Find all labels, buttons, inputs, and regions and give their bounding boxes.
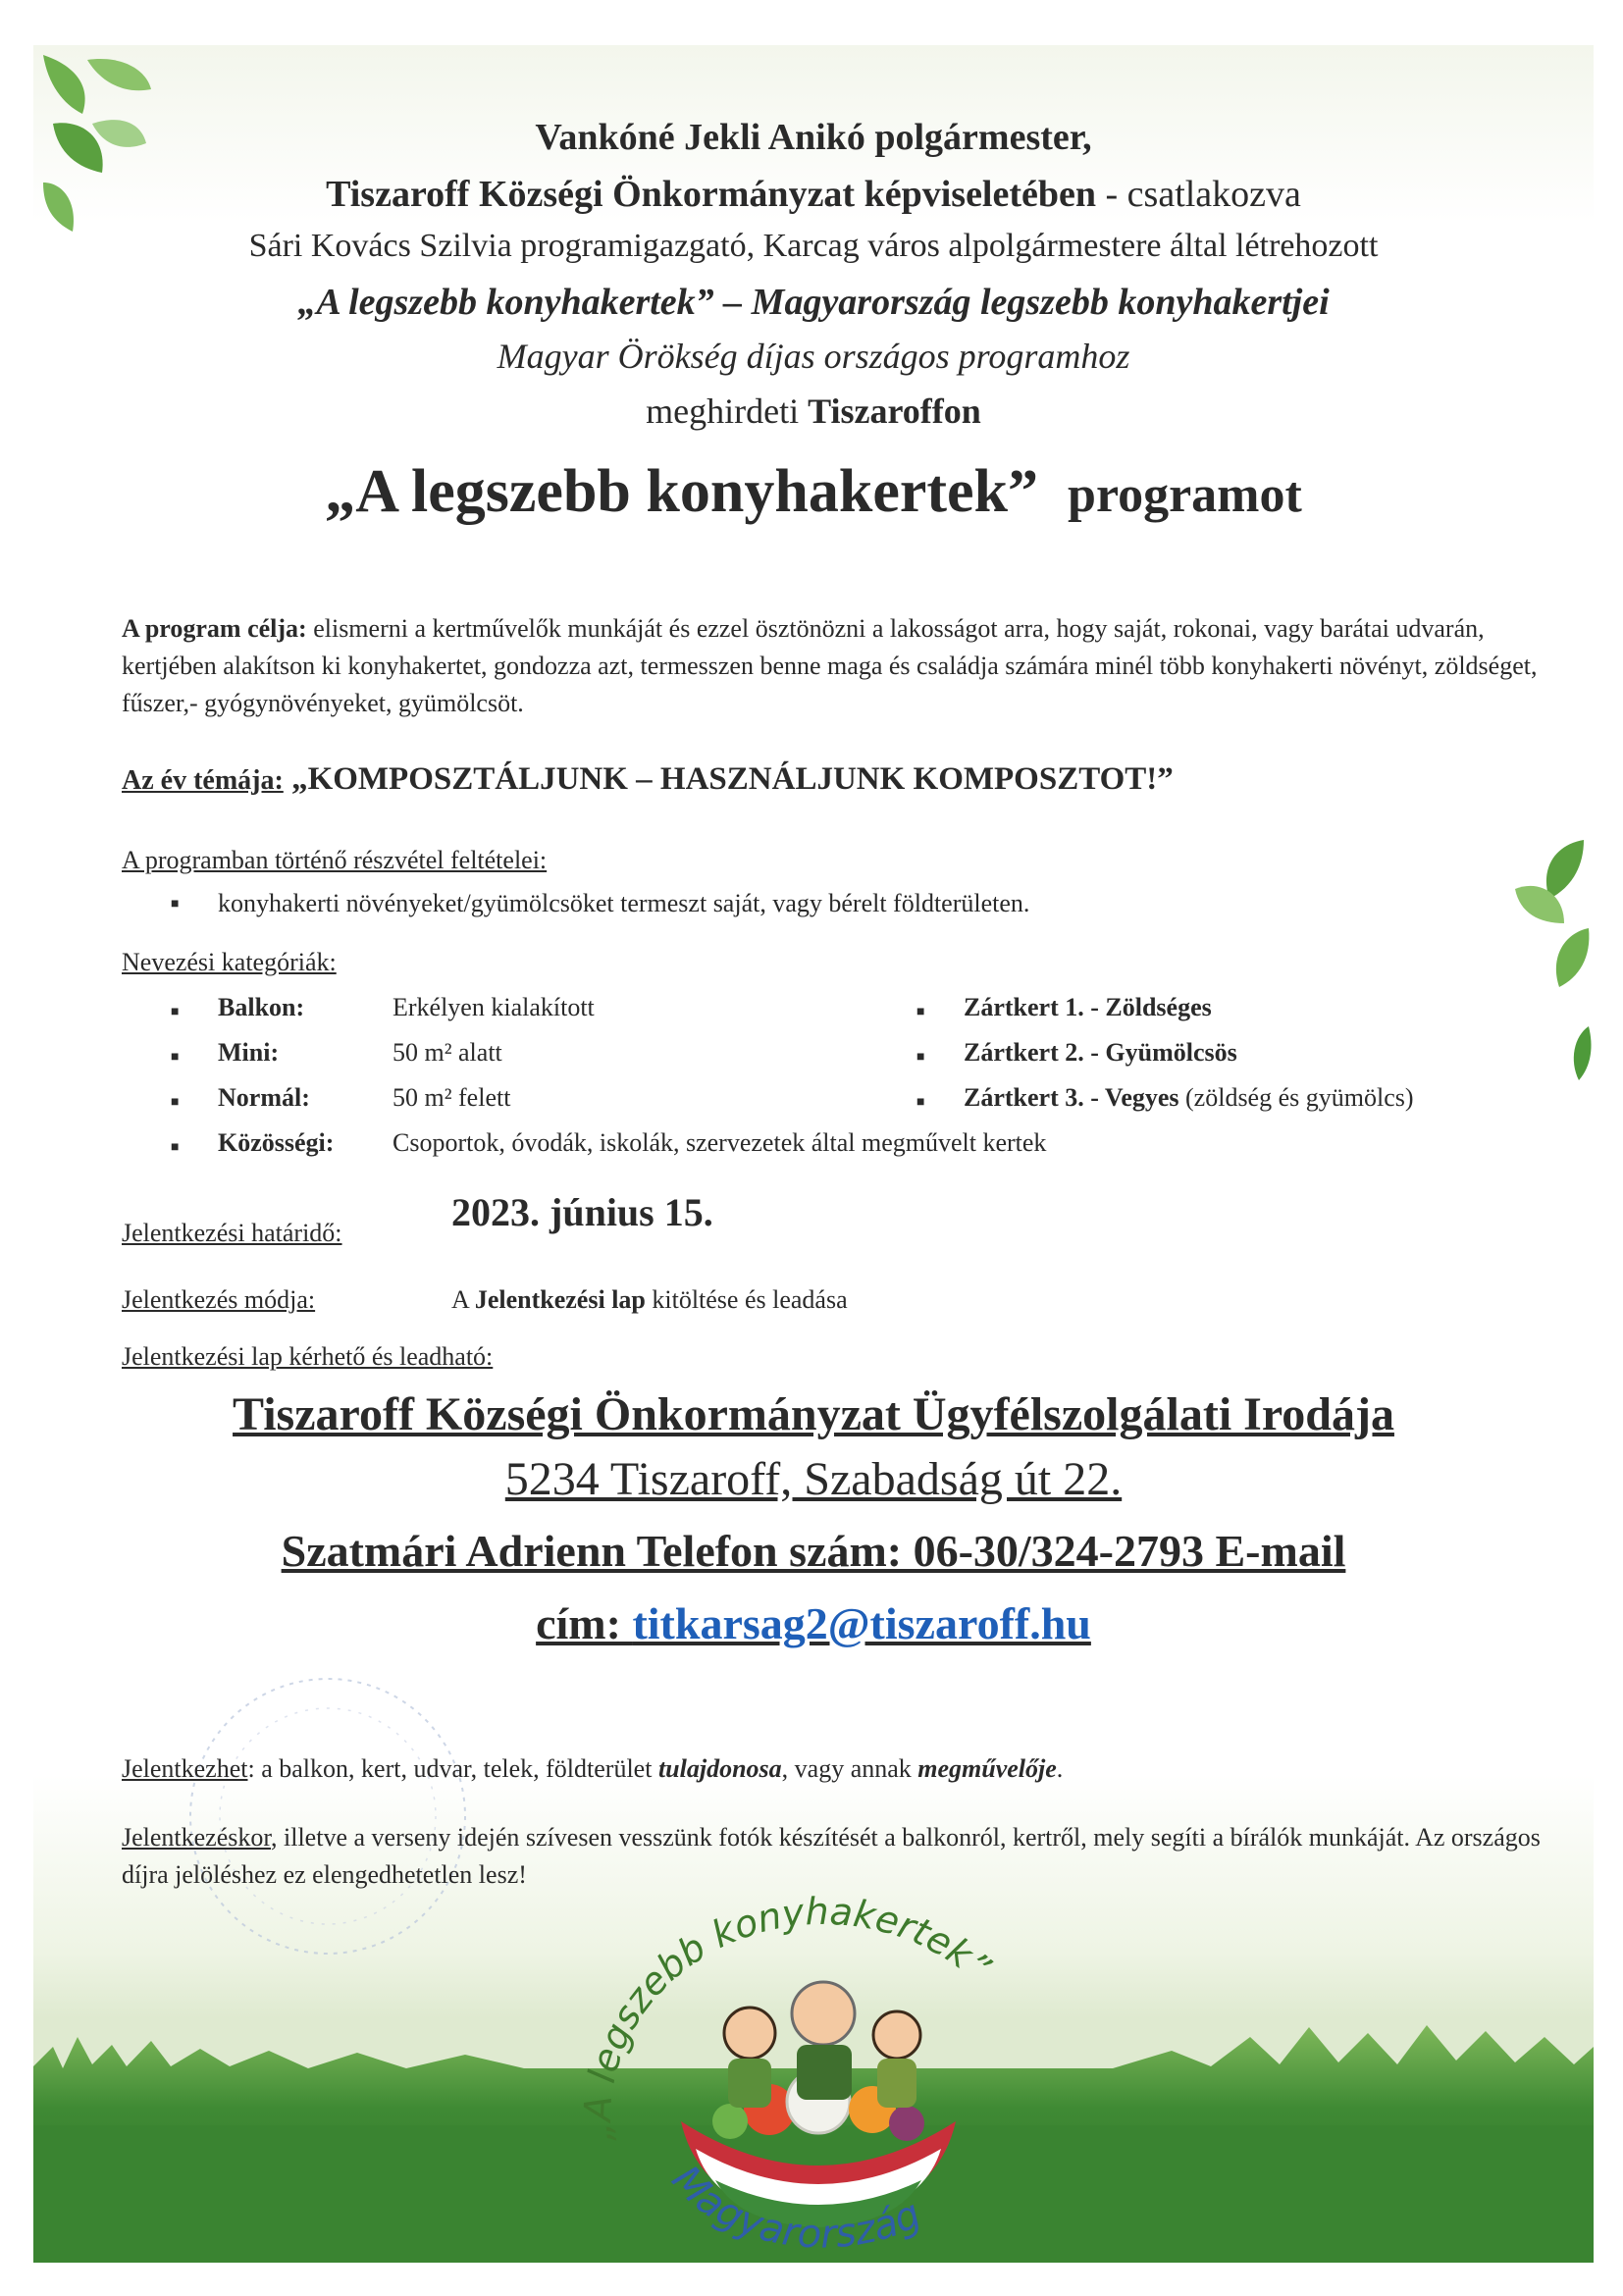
conditions-item: konyhakerti növényeket/gyümölcsöket termeszt saját, vagy bérelt földterületen.: [218, 889, 1030, 917]
category-desc: 50 m² alatt: [393, 1038, 502, 1067]
contact-line: Szatmári Adrienn Telefon szám: 06-30/324-2793 E-mail: [281, 1526, 1346, 1576]
bullet-icon: ■: [171, 1095, 180, 1110]
deadline-label: Jelentkezési határidő:: [122, 1219, 342, 1247]
program-name-line: „A legszebb konyhakertek” – Magyarország legszebb konyhakertjei: [297, 282, 1330, 323]
topic-label: Az év témája:: [122, 765, 284, 796]
eligibility-label: Jelentkezhet: [122, 1754, 248, 1783]
main-title-text: „A legszebb konyhakertek”: [325, 458, 1039, 525]
mode-form-name: Jelentkezési lap: [474, 1285, 646, 1314]
category-desc: 50 m² felett: [393, 1083, 511, 1112]
leaf-decoration-icon: [1505, 830, 1594, 1085]
category-name: Normál:: [218, 1083, 310, 1112]
director-line: Sári Kovács Szilvia programigazgató, Karcag város alpolgármestere által létrehozott: [248, 228, 1379, 264]
email-link[interactable]: titkarsag2@tiszaroff.hu: [632, 1598, 1091, 1648]
category-right: [964, 993, 1212, 1022]
goal-paragraph: [122, 610, 1574, 722]
location-name: Tiszaroffon: [808, 391, 981, 431]
bullet-icon: ■: [171, 1050, 180, 1065]
categories-label: Nevezési kategóriák:: [122, 948, 337, 976]
eligibility-mid: , vagy annak: [781, 1754, 918, 1783]
photo-paragraph: [122, 1819, 1574, 1894]
program-logo: [544, 1886, 1093, 2263]
category-right-bold: Zártkert 3. - Vegyes: [964, 1083, 1179, 1112]
goal-text: elismerni a kertművelők munkáját és ezzel ösztönözni a lakosságot arra, hogy saját, rokonai, vagy barátai udvarán, kertjében alakítson ki konyhakertet, gondozza azt, termesszen benne maga és családja számára minél több konyhakerti növényt, zöldséget, fűszer,- gyógynövényeket, gyümölcsöt.: [122, 614, 1538, 717]
announce-text: meghirdeti: [646, 391, 809, 431]
mode-post: kitöltése és leadása: [645, 1285, 848, 1314]
bullet-icon: ■: [916, 1005, 925, 1019]
main-title-suffix: programot: [1068, 467, 1302, 523]
topic-text: „KOMPOSZTÁLJUNK – HASZNÁLJUNK KOMPOSZTOT!”: [283, 761, 1174, 797]
category-right-bold: Zártkert 1. - Zöldséges: [964, 993, 1212, 1021]
category-desc: Erkélyen kialakított: [393, 993, 595, 1021]
mode-pre: A: [451, 1285, 475, 1314]
logo-arc-text: „A legszebb konyhakertek”: [575, 1889, 999, 2145]
category-right: [964, 1083, 1414, 1113]
where-label: Jelentkezési lap kérhető és leadható:: [122, 1342, 494, 1371]
cultivator-word: megművelője: [917, 1754, 1057, 1783]
mayor-line: Vankóné Jekli Anikó polgármester,: [535, 117, 1092, 158]
category-desc: Csoportok, óvodák, iskolák, szervezetek által megművelt kertek: [393, 1128, 1047, 1157]
eligibility-text: : a balkon, kert, udvar, telek, földterület: [247, 1754, 658, 1783]
photo-text: , illetve a verseny idején szívesen vesszünk fotók készítését a balkonról, kertről, mely segíti a bírálók munkáját. Az országos díjra jelöléshez ez elengedhetetlen lesz!: [122, 1823, 1541, 1889]
logo-country: Magyarország: [662, 2157, 928, 2258]
flyer-page: [33, 45, 1594, 2263]
conditions-label: A programban történő részvétel feltételei:: [122, 846, 548, 874]
mode-label: Jelentkezés módja:: [122, 1285, 316, 1314]
category-right: [964, 1038, 1237, 1068]
category-right-rest: (zöldség és gyümölcs): [1178, 1083, 1414, 1112]
topic-line: [122, 761, 1174, 798]
category-name: Balkon:: [218, 993, 305, 1021]
municipality-line: [33, 173, 1594, 216]
category-name: Mini:: [218, 1038, 280, 1067]
owner-word: tulajdonosa: [657, 1754, 782, 1783]
email-line: [33, 1597, 1594, 1649]
main-title: [33, 457, 1594, 527]
bullet-icon: ■: [171, 1140, 180, 1155]
eligibility-end: .: [1056, 1754, 1064, 1783]
category-name: Közösségi:: [218, 1128, 335, 1157]
stamp-icon: [181, 1654, 475, 1978]
bullet-icon: ■: [171, 897, 180, 912]
bullet-icon: ■: [916, 1050, 925, 1065]
email-prefix: cím:: [536, 1598, 633, 1648]
bullet-icon: ■: [171, 1005, 180, 1019]
announce-line: [33, 391, 1594, 432]
mode-value: [451, 1281, 848, 1319]
deadline-value: 2023. június 15.: [451, 1190, 713, 1234]
goal-label: A program célja:: [122, 614, 307, 643]
municipality-name: Tiszaroff Községi Önkormányzat képviseletében: [326, 174, 1097, 215]
joining-text: - csatlakozva: [1096, 174, 1301, 215]
category-right-bold: Zártkert 2. - Gyümölcsös: [964, 1038, 1237, 1067]
office-name: Tiszaroff Községi Önkormányzat Ügyfélszolgálati Irodája: [233, 1388, 1394, 1440]
eligibility-line: [122, 1750, 1063, 1788]
photo-label: Jelentkezéskor: [122, 1823, 272, 1852]
bullet-icon: ■: [916, 1095, 925, 1110]
office-address: 5234 Tiszaroff, Szabadság út 22.: [504, 1453, 1123, 1505]
heritage-line: Magyar Örökség díjas országos programhoz: [497, 337, 1130, 376]
